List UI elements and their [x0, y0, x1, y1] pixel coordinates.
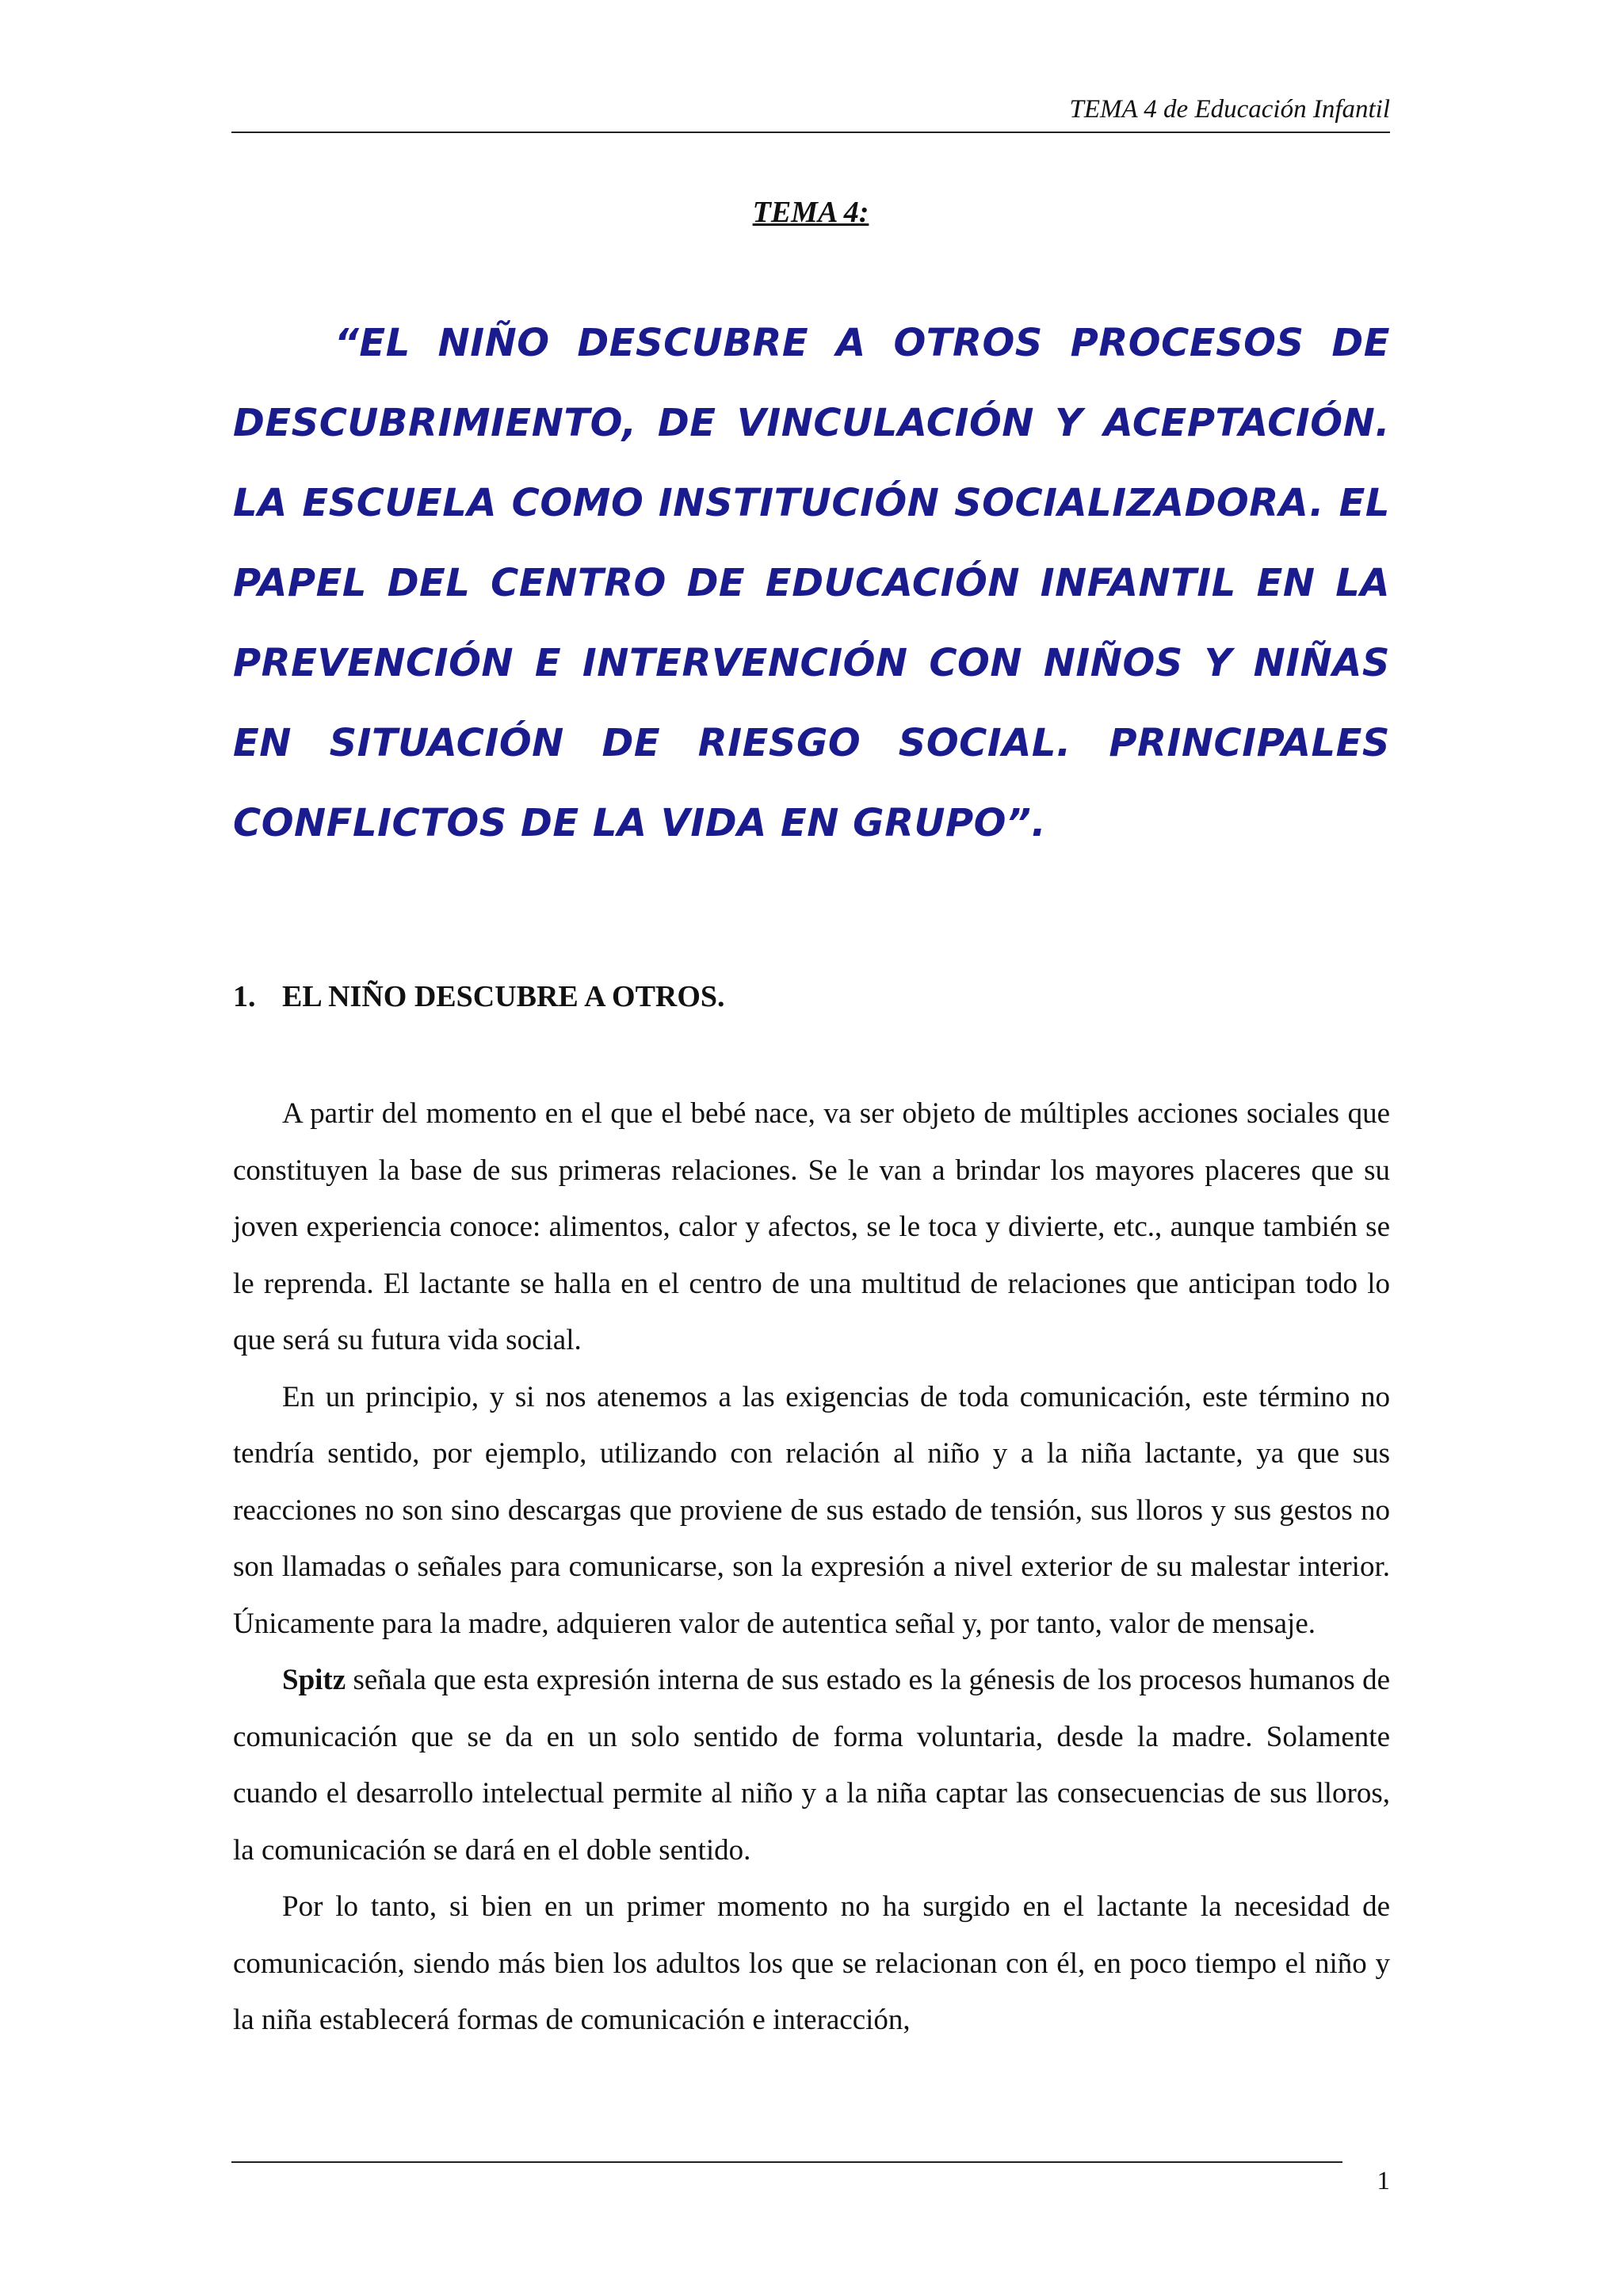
- author-name-spitz: Spitz: [282, 1664, 346, 1696]
- footer-divider: [231, 2161, 1342, 2163]
- paragraph-spitz: [233, 1652, 1390, 1878]
- tema-label: TEMA 4:: [752, 196, 869, 229]
- paragraph: A partir del momento en el que el bebé nace, va ser objeto de múltiples acciones sociales que constituyen la base de sus primeras relaciones. Se le van a brindar los mayores placeres que su joven experiencia conoce: alimentos, calor y afectos, se le toca y divierte, etc., aunque también se le reprenda. El lactante se halla en el centro de una multitud de relaciones que anticipan todo lo que será su futura vida social.: [233, 1097, 1390, 1356]
- main-title: “EL NIÑO DESCUBRE A OTROS PROCESOS DE DESCUBRIMIENTO, DE VINCULACIÓN Y ACEPTACIÓN. LA ESCUELA COMO INSTITUCIÓN SOCIALIZADORA. EL PAPEL DEL CENTRO DE EDUCACIÓN INFANTIL EN LA PREVENCIÓN E INTERVENCIÓN CON NIÑOS Y NIÑAS EN SITUACIÓN DE RIESGO SOCIAL. PRINCIPALES CONFLICTOS DE LA VIDA EN GRUPO”.: [233, 321, 1390, 845]
- running-header: TEMA 4 de Educación Infantil: [1069, 95, 1390, 124]
- paragraph: Por lo tanto, si bien en un primer momento no ha surgido en el lactante la necesidad de comunicación, siendo más bien los adultos los que se relacionan con él, en poco tiempo el niño y la niña establecerá formas de comunicación e interacción,: [233, 1890, 1390, 2036]
- section-title: EL NIÑO DESCUBRE A OTROS.: [282, 980, 725, 1013]
- body-text: [233, 1085, 1390, 2049]
- paragraph: En un principio, y si nos atenemos a las exigencias de toda comunicación, este término no tendría sentido, por ejemplo, utilizando con relación al niño y a la niña lactante, ya que sus reacciones no son sino descargas que proviene de sus estado de tensión, sus lloros y sus gestos no son llamadas o señales para comunicarse, son la expresión a nivel exterior de su malestar interior. Únicamente para la madre, adquieren valor de autentica señal y, por tanto, valor de mensaje.: [233, 1380, 1390, 1640]
- paragraph-spitz-text: señala que esta expresión interna de sus estado es la génesis de los procesos humanos de comunicación que se da en un solo sentido de forma voluntaria, desde la madre. Solamente cuando el desarrollo intelectual permite al niño y a la niña captar las consecuencias de sus lloros, la comunicación se dará en el doble sentido.: [233, 1664, 1390, 1867]
- header-divider: [231, 132, 1390, 133]
- page-number: 1: [1377, 2167, 1390, 2195]
- section-heading: [233, 978, 725, 1016]
- section-number: 1.: [233, 980, 256, 1013]
